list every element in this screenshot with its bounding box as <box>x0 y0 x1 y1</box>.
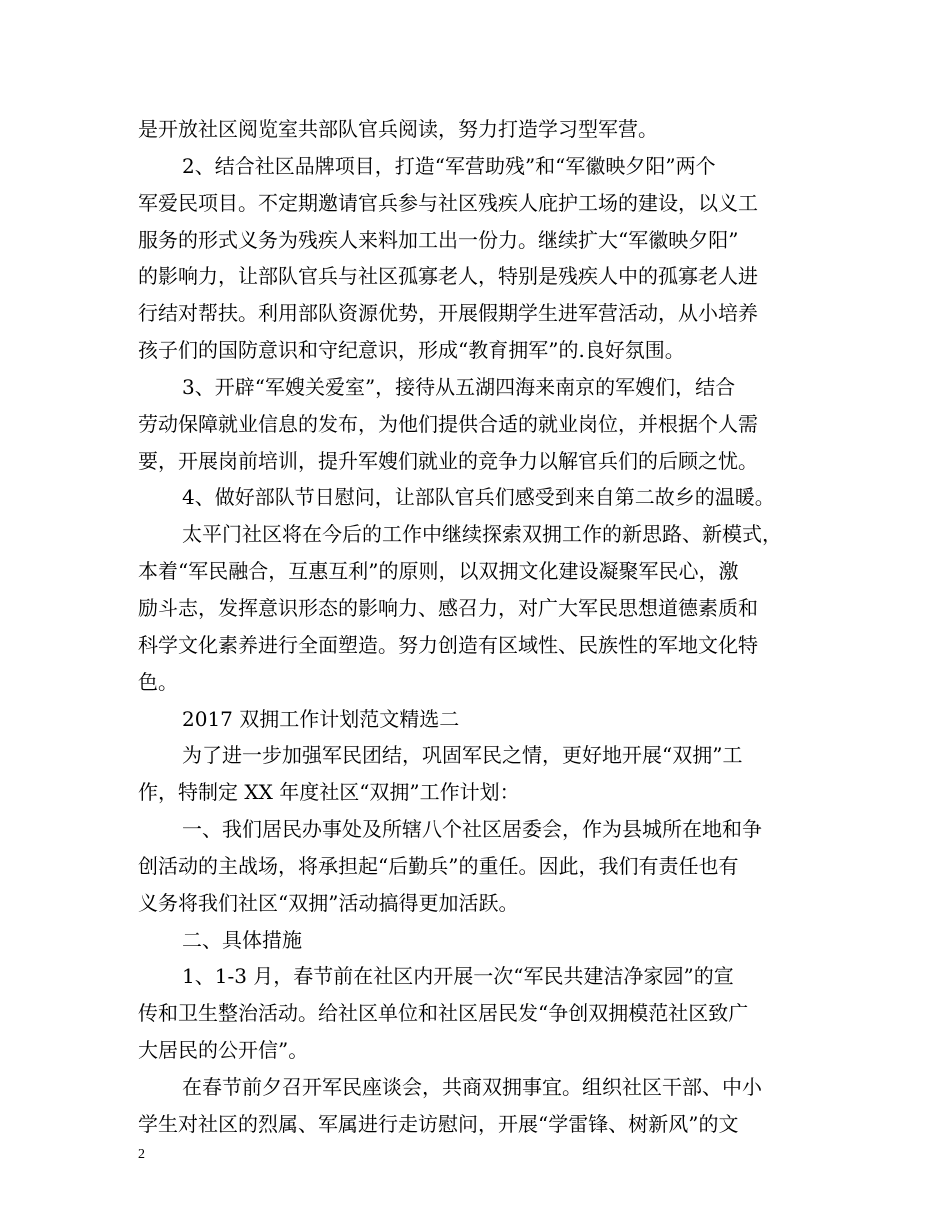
text-line: 本着“军民融合，互惠互利”的原则，以双拥文化建设凝聚军民心，激 <box>138 559 739 584</box>
text-line: 的影响力，让部队官兵与社区孤寡老人，特别是残疾人中的孤寡老人进 <box>138 264 758 289</box>
text-line: 一、我们居民办事处及所辖八个社区居委会，作为县城所在地和争 <box>182 817 762 842</box>
text-line: 传和卫生整治活动。给社区单位和社区居民发“争创双拥模范社区致广 <box>138 1001 749 1026</box>
text-line: 色。 <box>138 669 178 694</box>
document-body <box>138 111 822 1143</box>
text-line: 行结对帮扶。利用部队资源优势，开展假期学生进军营活动，从小培养 <box>138 301 758 326</box>
text-line: 军爱民项目。不定期邀请官兵参与社区残疾人庇护工场的建设，以义工 <box>138 190 758 215</box>
text-line: 作，特制定 XX 年度社区“双拥”工作计划： <box>138 780 520 805</box>
text-line: 二、具体措施 <box>182 927 302 952</box>
text-line: 1、1-3 月，春节前在社区内开展一次“军民共建洁净家园”的宣 <box>182 964 734 989</box>
text-line: 服务的形式义务为残疾人来料加工出一份力。继续扩大“军徽映夕阳” <box>138 227 739 252</box>
page-number: 2 <box>138 1147 145 1162</box>
text-line: 为了进一步加强军民团结，巩固军民之情，更好地开展“双拥”工 <box>182 743 743 768</box>
text-line: 励斗志，发挥意识形态的影响力、感召力，对广大军民思想道德素质和 <box>138 595 758 620</box>
text-line: 是开放社区阅览室共部队官兵阅读，努力打造学习型军营。 <box>138 117 658 141</box>
text-line: 孩子们的国防意识和守纪意识，形成“教育拥军”的.良好氛围。 <box>138 338 685 363</box>
text-line: 4、做好部队节日慰问，让部队官兵们感受到来自第二故乡的温暖。 <box>182 485 775 510</box>
text-line: 科学文化素养进行全面塑造。努力创造有区域性、民族性的军地文化特 <box>138 632 758 657</box>
text-line: 在春节前夕召开军民座谈会，共商双拥事宜。组织社区干部、中小 <box>182 1074 762 1099</box>
text-line: 2017 双拥工作计划范文精选二 <box>182 706 460 731</box>
text-line: 劳动保障就业信息的发布，为他们提供合适的就业岗位，并根据个人需 <box>138 411 758 436</box>
text-line: 太平门社区将在今后的工作中继续探索双拥工作的新思路、新模式， <box>182 522 782 547</box>
text-line: 义务将我们社区“双拥”活动搞得更加活跃。 <box>138 890 519 915</box>
text-line: 2、结合社区品牌项目，打造“军营助残”和“军徽映夕阳”两个 <box>182 153 716 178</box>
text-line: 创活动的主战场，将承担起“后勤兵”的重任。因此，我们有责任也有 <box>138 853 739 878</box>
text-line: 要，开展岗前培训，提升军嫂们就业的竞争力以解官兵们的后顾之忧。 <box>138 448 758 473</box>
text-line: 大居民的公开信”。 <box>138 1038 309 1063</box>
text-line: 3、开辟“军嫂关爱室”，接待从五湖四海来南京的军嫂们，结合 <box>182 374 736 399</box>
text-line: 学生对社区的烈属、军属进行走访慰问，开展“学雷锋、树新风”的文 <box>138 1111 739 1136</box>
